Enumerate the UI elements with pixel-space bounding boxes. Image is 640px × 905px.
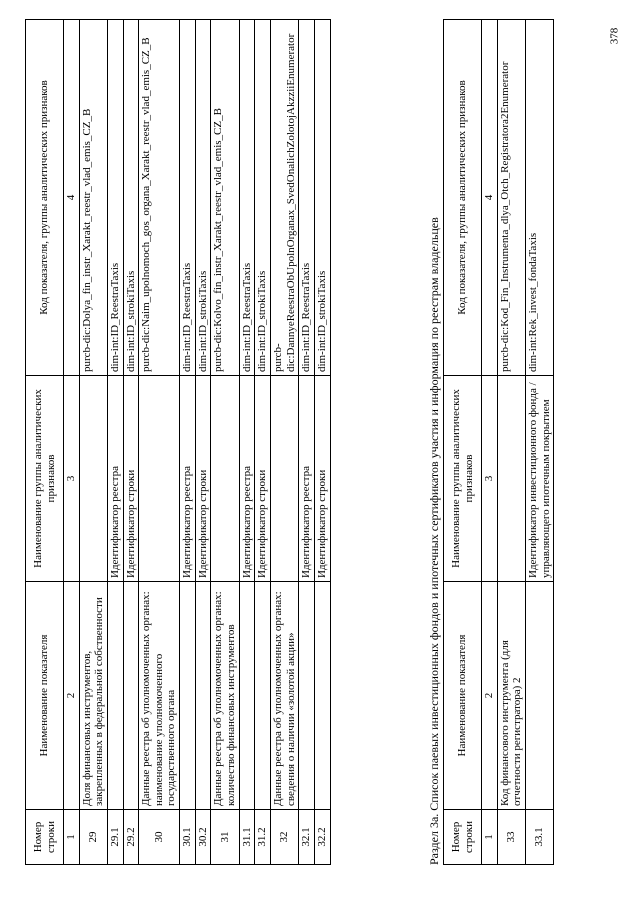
col-number-3: 3 bbox=[482, 376, 498, 582]
registry-table-1 bbox=[25, 19, 331, 865]
table-row bbox=[299, 20, 315, 865]
row-number: 33 bbox=[497, 810, 525, 865]
table-row bbox=[180, 20, 196, 865]
row-number: 29.2 bbox=[123, 810, 139, 865]
indicator-name bbox=[314, 582, 330, 810]
table-row bbox=[497, 20, 525, 865]
col-number-2: 2 bbox=[64, 582, 80, 810]
group-name bbox=[211, 376, 239, 582]
table-row bbox=[139, 20, 180, 865]
indicator-code: dim-int:Rek_invest_fondaTaxis bbox=[525, 20, 553, 376]
header-code: Код показателя, группы аналитических признаков bbox=[444, 20, 482, 376]
table-row bbox=[255, 20, 271, 865]
group-name: Идентификатор реестра bbox=[299, 376, 315, 582]
group-name: Идентификатор реестра bbox=[180, 376, 196, 582]
indicator-code: dim-int:ID_strokiTaxis bbox=[314, 20, 330, 376]
group-name: Идентификатор строки bbox=[255, 376, 271, 582]
indicator-name bbox=[299, 582, 315, 810]
header-code: Код показателя, группы аналитических признаков bbox=[26, 20, 64, 376]
indicator-name bbox=[107, 582, 123, 810]
group-name: Идентификатор строки bbox=[195, 376, 211, 582]
row-number: 31.1 bbox=[239, 810, 255, 865]
indicator-name: Доля финансовых инструментов, закрепленных в федеральной собственности bbox=[79, 582, 107, 810]
indicator-code: purcb-dic:Kolvo_fin_instr_Xarakt_reestr_vlad_emis_CZ_B bbox=[211, 20, 239, 376]
indicator-code: dim-int:ID_strokiTaxis bbox=[255, 20, 271, 376]
table-row bbox=[270, 20, 298, 865]
col-number-4: 4 bbox=[482, 20, 498, 376]
row-number: 30.2 bbox=[195, 810, 211, 865]
indicator-code: dim-int:ID_ReestraTaxis bbox=[107, 20, 123, 376]
indicator-name: Данные реестра об уполномоченных органах: количество финансовых инструментов bbox=[211, 582, 239, 810]
group-name: Идентификатор строки bbox=[123, 376, 139, 582]
group-name: Идентификатор инвестиционного фонда / управляющего ипотечным покрытием bbox=[525, 376, 553, 582]
section-title: Раздел 3а. Список паевых инвестиционных фондов и ипотечных сертификатов участия и информация по реестрам владельцев bbox=[427, 217, 441, 865]
row-number: 31.2 bbox=[255, 810, 271, 865]
table-row bbox=[525, 20, 553, 865]
indicator-name bbox=[180, 582, 196, 810]
indicator-code: purcb-dic:Naim_upolnomoch_gos_organa_Xarakt_reestr_vlad_emis_CZ_B bbox=[139, 20, 180, 376]
indicator-name bbox=[123, 582, 139, 810]
indicator-name: Данные реестра об уполномоченных органах: сведения о наличии «золотой акции» bbox=[270, 582, 298, 810]
table-row bbox=[123, 20, 139, 865]
table-row bbox=[195, 20, 211, 865]
indicator-code: dim-int:ID_ReestraTaxis bbox=[180, 20, 196, 376]
indicator-code: dim-int:ID_strokiTaxis bbox=[123, 20, 139, 376]
group-name bbox=[79, 376, 107, 582]
table-row bbox=[79, 20, 107, 865]
indicator-name bbox=[239, 582, 255, 810]
indicator-code: purcb-dic:DannyeReestraObUpolnOrganax_SvedOnalichZolotojAkzziiEnumerator bbox=[270, 20, 298, 376]
header-row-number: Номер строки bbox=[26, 810, 64, 865]
col-number-3: 3 bbox=[64, 376, 80, 582]
row-number: 29 bbox=[79, 810, 107, 865]
header-row-number: Номер строки bbox=[444, 810, 482, 865]
group-name: Идентификатор реестра bbox=[239, 376, 255, 582]
indicator-code: dim-int:ID_ReestraTaxis bbox=[239, 20, 255, 376]
col-number-1: 1 bbox=[64, 810, 80, 865]
page-number: 378 bbox=[608, 27, 621, 45]
registry-table-2 bbox=[443, 19, 554, 865]
col-number-4: 4 bbox=[64, 20, 80, 376]
rotated-content bbox=[25, 20, 615, 865]
indicator-code: purcb-dic:Dolya_fin_instr_Xarakt_reestr_vlad_emis_CZ_B bbox=[79, 20, 107, 376]
indicator-name bbox=[525, 582, 553, 810]
group-name: Идентификатор реестра bbox=[107, 376, 123, 582]
header-indicator-name: Наименование показателя bbox=[26, 582, 64, 810]
row-number: 30.1 bbox=[180, 810, 196, 865]
row-number: 31 bbox=[211, 810, 239, 865]
indicator-code: dim-int:ID_ReestraTaxis bbox=[299, 20, 315, 376]
indicator-code: purcb-dic:Kod_Fin_Instrumenta_dlya_Otch_Registratora2Enumerator bbox=[497, 20, 525, 376]
group-name bbox=[139, 376, 180, 582]
table-row bbox=[314, 20, 330, 865]
indicator-name bbox=[195, 582, 211, 810]
row-number: 33.1 bbox=[525, 810, 553, 865]
group-name bbox=[270, 376, 298, 582]
table-row bbox=[107, 20, 123, 865]
table-row bbox=[211, 20, 239, 865]
group-name bbox=[497, 376, 525, 582]
col-number-1: 1 bbox=[482, 810, 498, 865]
table-row bbox=[239, 20, 255, 865]
header-group-name: Наименование группы аналитических признаков bbox=[444, 376, 482, 582]
col-number-2: 2 bbox=[482, 582, 498, 810]
indicator-name bbox=[255, 582, 271, 810]
header-group-name: Наименование группы аналитических признаков bbox=[26, 376, 64, 582]
indicator-name: Данные реестра об уполномоченных органах: наименование уполномоченного государственного органа bbox=[139, 582, 180, 810]
row-number: 32.1 bbox=[299, 810, 315, 865]
row-number: 29.1 bbox=[107, 810, 123, 865]
rotated-page bbox=[25, 20, 640, 865]
header-indicator-name: Наименование показателя bbox=[444, 582, 482, 810]
indicator-code: dim-int:ID_strokiTaxis bbox=[195, 20, 211, 376]
group-name: Идентификатор строки bbox=[314, 376, 330, 582]
row-number: 32.2 bbox=[314, 810, 330, 865]
row-number: 30 bbox=[139, 810, 180, 865]
indicator-name: Код финансового инструмента (для отчетности регистратора) 2 bbox=[497, 582, 525, 810]
row-number: 32 bbox=[270, 810, 298, 865]
